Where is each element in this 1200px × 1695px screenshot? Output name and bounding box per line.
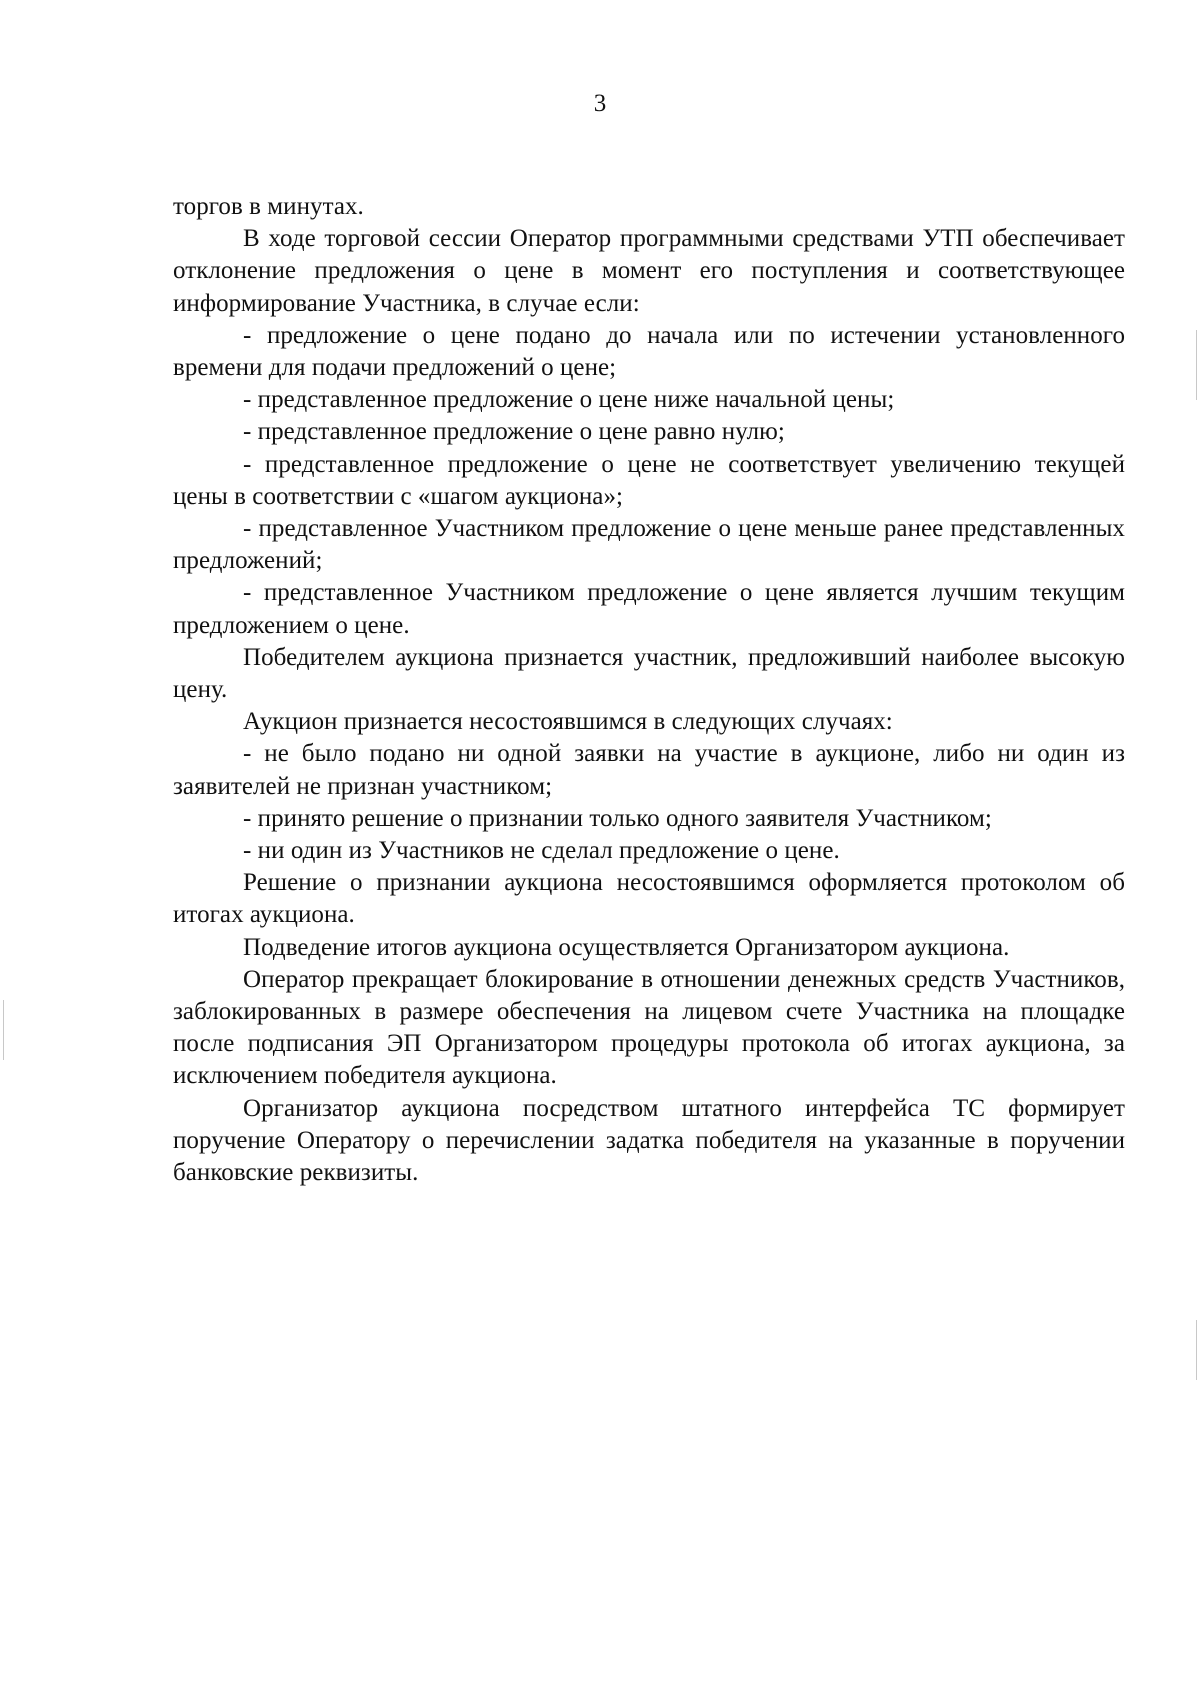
paragraph-winner: Победителем аукциона признается участник, предложивший наиболее высокую цену. [173,643,1125,704]
list-item-already-best: - представленное Участником предложение о цене является лучшим текущим предложением о цене. [173,579,1125,639]
paragraph-continuation: торгов в минутах. [173,193,364,220]
paragraph-failed-auction: Аукцион признается несостоявшимся в следующих случаях: [243,708,893,736]
document-body [173,191,1125,1189]
scan-edge-mark-right [1196,330,1197,400]
scan-edge-mark-right-lower [1196,1320,1197,1380]
scan-edge-mark-left [3,1000,4,1060]
list-item-less-than-previous: - представленное Участником предложение о цене меньше ранее представленных предложений; [173,515,1125,575]
list-item-not-matching-step: - представленное предложение о цене не соответствует увеличению текущей цены в соответствии с «шагом аукциона»; [173,450,1125,510]
list-item-below-start-price: - представленное предложение о цене ниже начальной цены; [243,386,895,414]
paragraph-failed-protocol: Решение о признании аукциона несостоявшимся оформляется протоколом об итогах аукциона. [173,869,1125,929]
list-item-submitted-out-of-time: - предложение о цене подано до начала или по истечении установленного времени для подачи предложений о цене; [173,321,1125,382]
paragraph-summing-up: Подведение итогов аукциона осуществляется Организатором аукциона. [243,933,1010,961]
list-item-single-participant: - принято решение о признании только одного заявителя Участником; [243,804,992,832]
paragraph-unblocking-funds: Оператор прекращает блокирование в отношении денежных средств Участников, заблокированных в размере обеспечения на лицевом счете Участника на площадке после подписания ЭП Организатором процедуры протокола об итогах аукциона, за исключением победителя аукциона. [173,965,1125,1090]
paragraph-deposit-transfer: Организатор аукциона посредством штатного интерфейса ТС формирует поручение Оператору о перечислении задатка победителя на указанные в поручении банковские реквизиты. [173,1094,1125,1187]
paragraph-trading-session: В ходе торговой сессии Оператор программными средствами УТП обеспечивает отклонение предложения о цене в момент его поступления и соответствующее информирование Участника, в случае если: [173,225,1125,317]
list-item-no-price-offer: - ни один из Участников не сделал предложение о цене. [243,837,840,865]
page-number: 3 [593,90,607,117]
list-item-equal-zero: - представленное предложение о цене равно нулю; [243,418,785,446]
list-item-no-applications: - не было подано ни одной заявки на участие в аукционе, либо ни один из заявителей не признан участником; [173,740,1125,800]
